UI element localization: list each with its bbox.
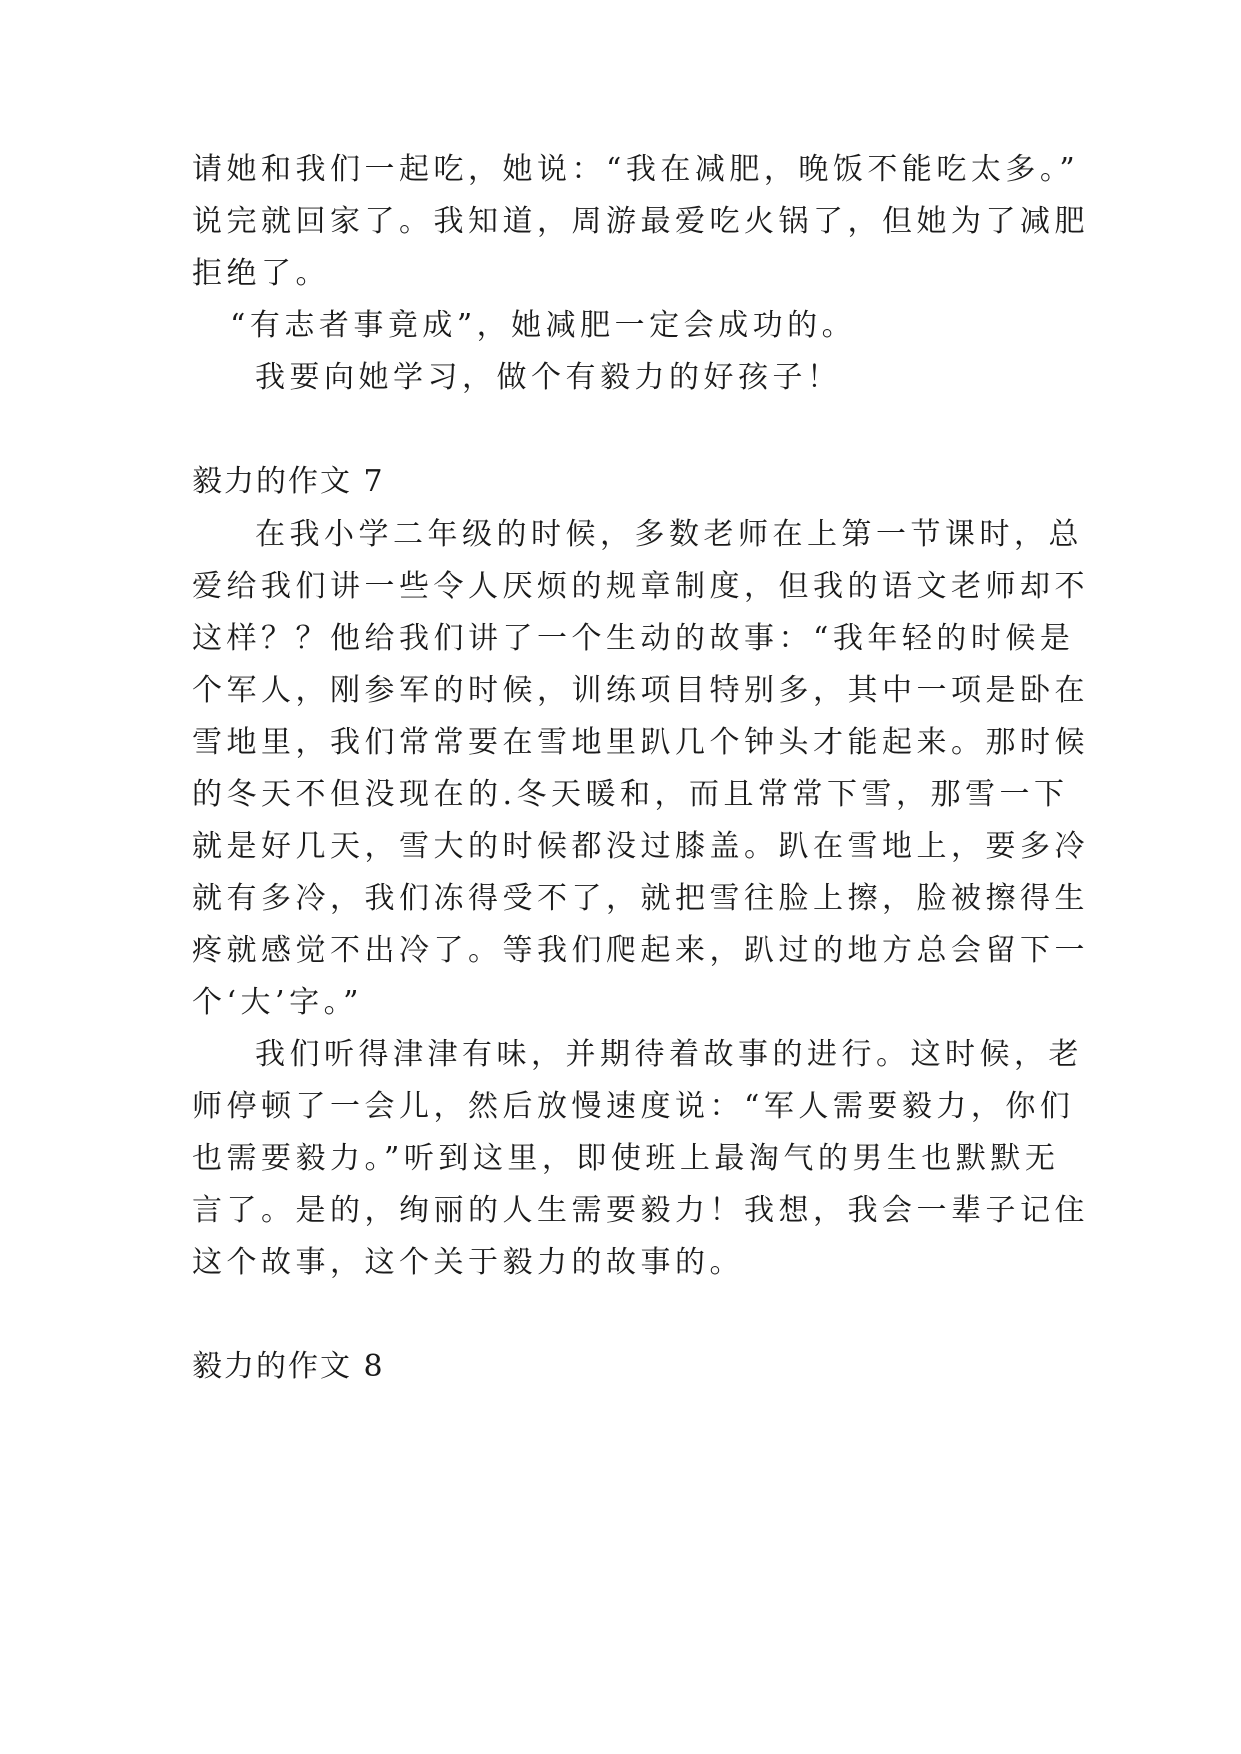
paragraph-line: 的冬天不但没现在的.冬天暖和，而且常常下雪，那雪一下 xyxy=(192,777,1069,812)
essay-7-title: 毅力的作文 7 xyxy=(192,464,385,499)
paragraph-line: 也需要毅力。”听到这里，即使班上最淘气的男生也默默无 xyxy=(192,1141,1060,1176)
paragraph-line: 说完就回家了。我知道，周游最爱吃火锅了，但她为了减肥 xyxy=(192,204,1089,239)
quote-paragraph: “有志者事竟成”，她减肥一定会成功的。 xyxy=(230,308,857,343)
paragraph-line: 在我小学二年级的时候，多数老师在上第一节课时，总 xyxy=(255,517,1083,552)
paragraph-line: 爱给我们讲一些令人厌烦的规章制度，但我的语文老师却不 xyxy=(192,569,1089,604)
paragraph-line: 师停顿了一会儿，然后放慢速度说：“军人需要毅力，你们 xyxy=(192,1089,1075,1124)
paragraph-line: 我们听得津津有味，并期待着故事的进行。这时候，老 xyxy=(255,1037,1083,1072)
paragraph-line: 言了。是的，绚丽的人生需要毅力！我想，我会一辈子记住 xyxy=(192,1193,1089,1228)
paragraph-line: 个军人，刚参军的时候，训练项目特别多，其中一项是卧在 xyxy=(192,673,1089,708)
essay-8-title: 毅力的作文 8 xyxy=(192,1349,385,1384)
paragraph-line: 就有多冷，我们冻得受不了，就把雪往脸上擦，脸被擦得生 xyxy=(192,881,1089,916)
paragraph-line: 这个故事，这个关于毅力的故事的。 xyxy=(192,1245,744,1280)
paragraph-line: 这样？？他给我们讲了一个生动的故事：“我年轻的时候是 xyxy=(192,621,1075,656)
learn-paragraph: 我要向她学习，做个有毅力的好孩子！ xyxy=(255,360,842,395)
paragraph-line: 个‘大’字。” xyxy=(192,985,363,1020)
paragraph-line: 疼就感觉不出冷了。等我们爬起来，趴过的地方总会留下一 xyxy=(192,933,1089,968)
paragraph-line: 雪地里，我们常常要在雪地里趴几个钟头才能起来。那时候 xyxy=(192,725,1089,760)
paragraph-line: 拒绝了。 xyxy=(192,256,330,291)
paragraph-line: 请她和我们一起吃，她说：“我在减肥，晚饭不能吃太多。” xyxy=(192,152,1080,187)
paragraph-line: 就是好几天，雪大的时候都没过膝盖。趴在雪地上，要多冷 xyxy=(192,829,1089,864)
